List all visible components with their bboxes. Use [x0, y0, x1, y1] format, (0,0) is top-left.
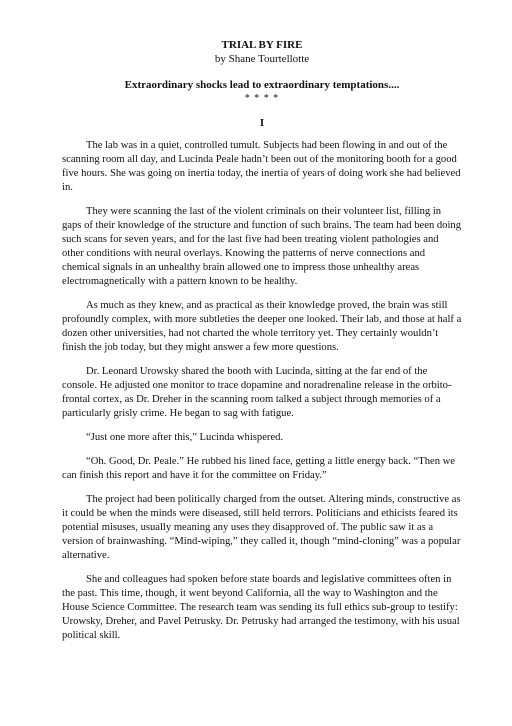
paragraph: The lab was in a quiet, controlled tumult. Subjects had been flowing in and out of the scanning room all day, and Lucinda Peale hadn’t been out of the monitoring booth for a good five hours. She was going on inertia today, the inertia of years of doing work she had believed in.: [62, 140, 461, 193]
paragraph: The project had been politically charged from the outset. Altering minds, constructive as it could be when the minds were diseased, still held terrors. Politicians and ethicists feared its potential misuses, usually meaning any uses they disapproved of. The public saw it as a version of brainwashing. “Mind-wiping,” they called it, though “mind-cloning” was a popular alternative.: [62, 494, 461, 561]
section-divider: * * * *: [244, 93, 280, 104]
paragraph: “Just one more after this,” Lucinda whispered.: [86, 432, 284, 443]
story-title: TRIAL BY FIRE: [221, 39, 303, 51]
paragraph: They were scanning the last of the violent criminals on their volunteer list, filling in gaps of their knowledge of the structure and function of such brains. The team had been doing such scans for seven years, and for the last five had been treating violent pathologies and other conditions with neural overlays. Knowing the patterns of nerve connections and chemical signals in an unhealthy brain allowed one to impress those unhealthy areas electromagnetically with a pattern known to be healthy.: [62, 206, 462, 287]
story-tagline: Extraordinary shocks lead to extraordinary temptations....: [124, 79, 400, 91]
chapter-heading: I: [259, 117, 265, 129]
author-byline: by Shane Tourtellotte: [214, 53, 310, 65]
paragraph: Dr. Leonard Urowsky shared the booth with Lucinda, sitting at the far end of the console. He adjusted one monitor to trace dopamine and noradrenaline release in the orbito-frontal cortex, as Dr. Dreher in the scanning room talked a subject through memories of a particularly grisly crime. He began to sag with fatigue.: [62, 366, 452, 419]
paragraph: As much as they knew, and as practical as their knowledge proved, the brain was still profoundly complex, with more subtleties the deeper one looked. Their lab, and those at half a dozen other universities, had not charted the whole territory yet. They certainly wouldn’t finish the job today, but they might answer a few more questions.: [62, 300, 462, 353]
paragraph: She and colleagues had spoken before state boards and legislative committees often in the past. This time, though, it went beyond California, all the way to Washington and the House Science Committee. The research team was sending its full ethics sub-group to testify: Urowsky, Dreher, and Pavel Petrusky. Dr. Petrusky had arranged the testimony, with his usual political skill.: [62, 574, 460, 641]
paragraph: “Oh. Good, Dr. Peale.” He rubbed his lined face, getting a little energy back. “Then we can finish this report and have it for the committee on Friday.”: [62, 456, 455, 481]
